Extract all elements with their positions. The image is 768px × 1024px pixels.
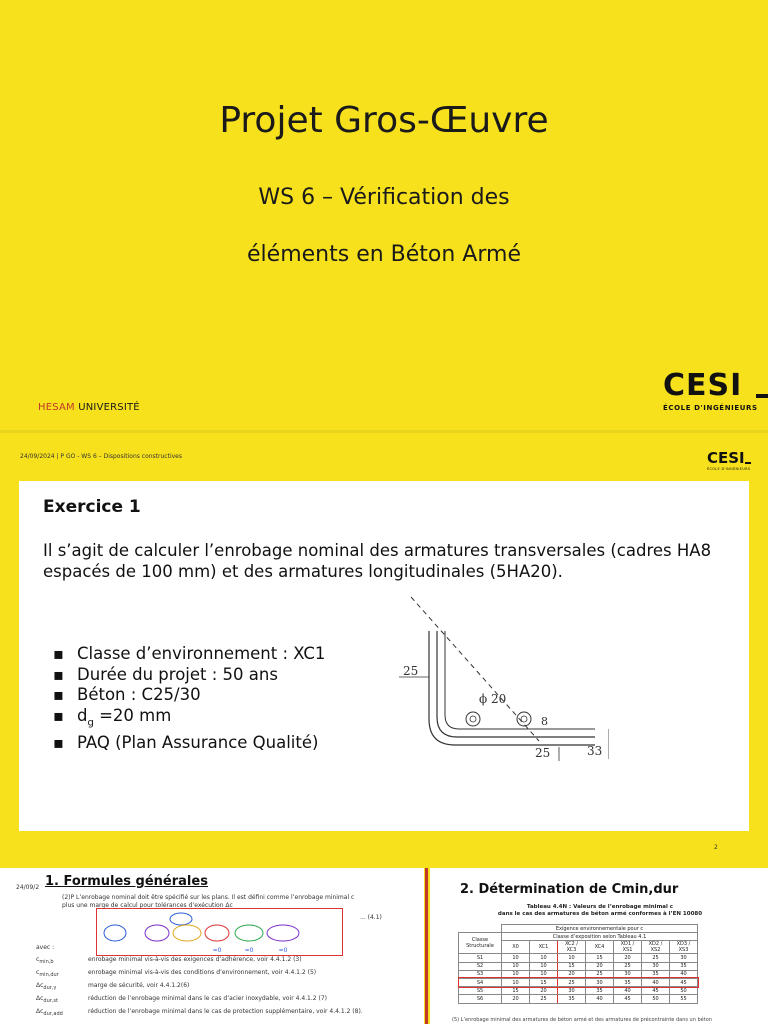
table-body (459, 954, 698, 1003)
middle-stirrup (437, 631, 595, 737)
cesi-logo-bar (756, 394, 768, 398)
dg-value: =20 mm (93, 705, 172, 725)
def-symbol-sub: min,dur (39, 972, 59, 979)
dim-label-right: 33 (587, 744, 603, 758)
table-cell: 30 (670, 954, 698, 962)
table-cell: 25 (586, 970, 614, 978)
formula-cmin-circle (104, 925, 126, 941)
table-column-header: XD3 / XS3 (670, 941, 698, 954)
dg-label: d (77, 705, 88, 725)
def-text: marge de sécurité, voir 4.4.1.2(6) (88, 982, 190, 989)
exercise-paragraph: Il s’agit de calculer l’enrobage nominal des armatures transversales (cadres HA8 espacés de 100 mm) et des armatures longitudinales (5HA20). (43, 541, 712, 581)
slide3-date: 24/09/2 (16, 884, 40, 891)
bullet-paq: ▪ PAQ (Plan Assurance Qualité) (53, 733, 393, 754)
table-class-label: Classe Structurale (459, 933, 502, 954)
hesam-logo (38, 402, 140, 413)
table-cell: 40 (586, 995, 614, 1003)
bullet-duration: ▪ Durée du projet : 50 ans (53, 665, 393, 686)
table-column-header: XD2 / XS2 (642, 941, 670, 954)
slide-header: 24/09/2024 | P GO - WS 6 – Dispositions constructives (20, 453, 182, 460)
table-cell: 15 (586, 954, 614, 962)
hesam-logo-a: HESAM (38, 402, 75, 413)
dg-subscript: g (87, 716, 94, 728)
table-column-header: XC1 (530, 941, 558, 954)
zero-label-2: =0 (244, 947, 254, 954)
formula-cminb-circle (145, 925, 169, 941)
table-row-class: S3 (459, 970, 502, 978)
table-cell: 30 (614, 970, 642, 978)
table-column-header: X0 (502, 941, 530, 954)
table-caption-line2: dans le cas des armatures de béton armé conformes à l’EN 10080 (497, 911, 703, 917)
table-cell: 45 (642, 987, 670, 995)
equation-number: ... (4.1) (360, 914, 382, 921)
hesam-logo-b: UNIVERSITÉ (74, 402, 140, 413)
slide4-note: (5) L’enrobage minimal des armatures de béton armé et des armatures de précontrainte dans un béton (452, 1017, 712, 1023)
table-caption (450, 904, 750, 918)
table-column-header: XC2 / XC3 (558, 941, 586, 954)
table-row-class: S1 (459, 954, 502, 962)
table-caption-line1: Tableau 4.4N : Valeurs de l’enrobage minimal c (526, 904, 674, 910)
def-symbol (36, 995, 88, 1004)
table-row-class: S4 (459, 978, 502, 986)
table-cell: 20 (614, 954, 642, 962)
slide3-title: 1. Formules générales (45, 874, 208, 889)
exercise-bullets (53, 644, 393, 754)
cesi-logo-small-subtitle: ÉCOLE D'INGÉNIEURS (707, 467, 751, 471)
table-cell: 20 (586, 962, 614, 970)
table-cell: 35 (558, 995, 586, 1003)
exercise-panel (19, 481, 749, 831)
definition-row (36, 982, 416, 995)
table-cell: 45 (614, 995, 642, 1003)
formulas-slide (0, 868, 424, 1024)
table-header-exposure: Classe d’exposition selon Tableau 4.1 (502, 933, 698, 941)
table-cell: 25 (558, 978, 586, 986)
definitions-list (36, 956, 416, 1021)
def-text: enrobage minimal vis-à-vis des conditions d’environnement, voir 4.4.1.2 (5) (88, 969, 317, 976)
def-symbol-sub: min,b (39, 959, 54, 966)
table-cell: 10 (558, 954, 586, 962)
cesi-logo-small-bar (745, 462, 751, 464)
table-cell: 35 (642, 970, 670, 978)
slide-title: Projet Gros-Œuvre (219, 100, 549, 141)
def-symbol-base: c (36, 969, 40, 976)
table-row (459, 962, 698, 970)
dim-label-left: 25 (403, 664, 419, 678)
formula-box (96, 908, 343, 956)
table-header-row (459, 925, 698, 933)
def-text: enrobage minimal vis-à-vis des exigences d’adhérence, voir 4.4.1.2 (3) (88, 956, 302, 963)
table-cell: 40 (614, 987, 642, 995)
bullet-concrete: ▪ Béton : C25/30 (53, 685, 393, 706)
def-text: réduction de l’enrobage minimal dans le cas d’acier inoxydable, voir 4.4.1.2 (7) (88, 995, 327, 1002)
dim-label-small: 8 (541, 715, 548, 728)
def-symbol-sub: dur,γ (43, 985, 57, 992)
formula-cnom-circle (170, 913, 192, 925)
zero-label-1: =0 (212, 947, 222, 954)
formula-figure (97, 909, 342, 955)
table-corner (459, 925, 502, 933)
cover-table (458, 924, 698, 1004)
table-header-env: Exigence environnementale pour c (502, 925, 698, 933)
cesi-logo-small-text: CESI (707, 449, 745, 467)
def-symbol-base: Δc (36, 1008, 44, 1015)
table-cell: 20 (502, 995, 530, 1003)
dim-label-phi: ϕ 20 (479, 692, 507, 706)
table-header-row (459, 933, 698, 941)
table-cell: 10 (530, 954, 558, 962)
cesi-logo (663, 368, 742, 403)
slide-subtitle-line2: éléments en Béton Armé (247, 242, 521, 267)
table-row-class: S5 (459, 987, 502, 995)
cesi-logo-text: CESI (663, 368, 743, 403)
def-symbol-sub: dur,add (43, 1011, 63, 1018)
table-cell: 10 (502, 970, 530, 978)
formula-dcdur-circle (205, 925, 229, 941)
def-symbol-base: c (36, 956, 40, 963)
formula-dcst-circle (235, 925, 263, 941)
def-symbol (36, 969, 88, 978)
cesi-logo-small (707, 449, 745, 467)
dashed-diagonal (411, 597, 539, 741)
avec-label: avec : (36, 944, 55, 951)
table-cell: 20 (558, 970, 586, 978)
table-cell: 40 (670, 970, 698, 978)
table-cell: 25 (614, 962, 642, 970)
def-symbol (36, 956, 88, 965)
table-row (459, 970, 698, 978)
table-cell: 35 (614, 978, 642, 986)
definition-row (36, 1008, 416, 1021)
bullet-environment: ▪ Classe d’environnement : XC1 (53, 644, 393, 665)
slide4-title: 2. Détermination de Cmin,dur (460, 882, 679, 897)
table-cell: 10 (530, 970, 558, 978)
exercise-title: Exercice 1 (43, 497, 141, 517)
table-cell: 50 (642, 995, 670, 1003)
table-row (459, 954, 698, 962)
table-cell: 50 (670, 987, 698, 995)
table-row (459, 978, 698, 986)
table-cell: 15 (502, 987, 530, 995)
slide3-text1: (2)P L’enrobage nominal doit être spécifié sur les plans. Il est défini comme l’enrobage minimal c (62, 894, 355, 901)
title-slide (0, 0, 768, 430)
table-cell: 20 (530, 987, 558, 995)
page-number: 2 (714, 844, 718, 851)
slide-subtitle-line1: WS 6 – Vérification des (258, 185, 510, 210)
table-cell: 10 (502, 978, 530, 986)
rebar-circle-2-core (521, 716, 527, 722)
table-cell: 30 (558, 987, 586, 995)
def-symbol (36, 1008, 88, 1017)
table-cell: 10 (502, 962, 530, 970)
exercise-slide (0, 433, 768, 865)
formula-cmindur-circle (173, 925, 201, 941)
table-cell: 30 (642, 962, 670, 970)
table-cell: 30 (586, 978, 614, 986)
rebar-cross-section-figure (399, 591, 609, 761)
table-cell: 45 (670, 978, 698, 986)
formula-dcadd-circle (267, 925, 299, 941)
table-cell: 15 (530, 978, 558, 986)
slide-separator-red (425, 868, 428, 1024)
def-text: réduction de l’enrobage minimal dans le cas de protection supplémentaire, voir 4.4.1.2 (8). (88, 1008, 363, 1015)
slide3-text2: plus une marge de calcul pour tolérances d’exécution Δc (62, 902, 233, 909)
table-cell: 10 (502, 954, 530, 962)
zero-label-3: =0 (278, 947, 288, 954)
def-symbol-base: Δc (36, 982, 44, 989)
table-column-header: XC4 (586, 941, 614, 954)
rebar-circle-1 (466, 712, 480, 726)
table-cell: 15 (558, 962, 586, 970)
bullet-dg (53, 706, 393, 734)
def-symbol-base: Δc (36, 995, 44, 1002)
table-cell: 35 (670, 962, 698, 970)
cesi-logo-subtitle: ÉCOLE D'INGÉNIEURS (663, 404, 758, 412)
cmin-dur-slide (430, 868, 768, 1024)
table-row-class: S2 (459, 962, 502, 970)
dim-label-bottom: 25 (535, 746, 551, 760)
table-row (459, 987, 698, 995)
table-cell: 55 (670, 995, 698, 1003)
rebar-circle-1-core (470, 716, 476, 722)
table-cell: 25 (530, 995, 558, 1003)
definition-row (36, 995, 416, 1008)
table-cell: 25 (642, 954, 670, 962)
table-cell: 10 (530, 962, 558, 970)
def-symbol (36, 982, 88, 991)
definition-row (36, 969, 416, 982)
def-symbol-sub: dur,st (43, 998, 58, 1005)
table-row-class: S6 (459, 995, 502, 1003)
definition-row (36, 956, 416, 969)
table-cell: 35 (586, 987, 614, 995)
table-row (459, 995, 698, 1003)
table-column-header: XD1 / XS1 (614, 941, 642, 954)
table-cell: 40 (642, 978, 670, 986)
